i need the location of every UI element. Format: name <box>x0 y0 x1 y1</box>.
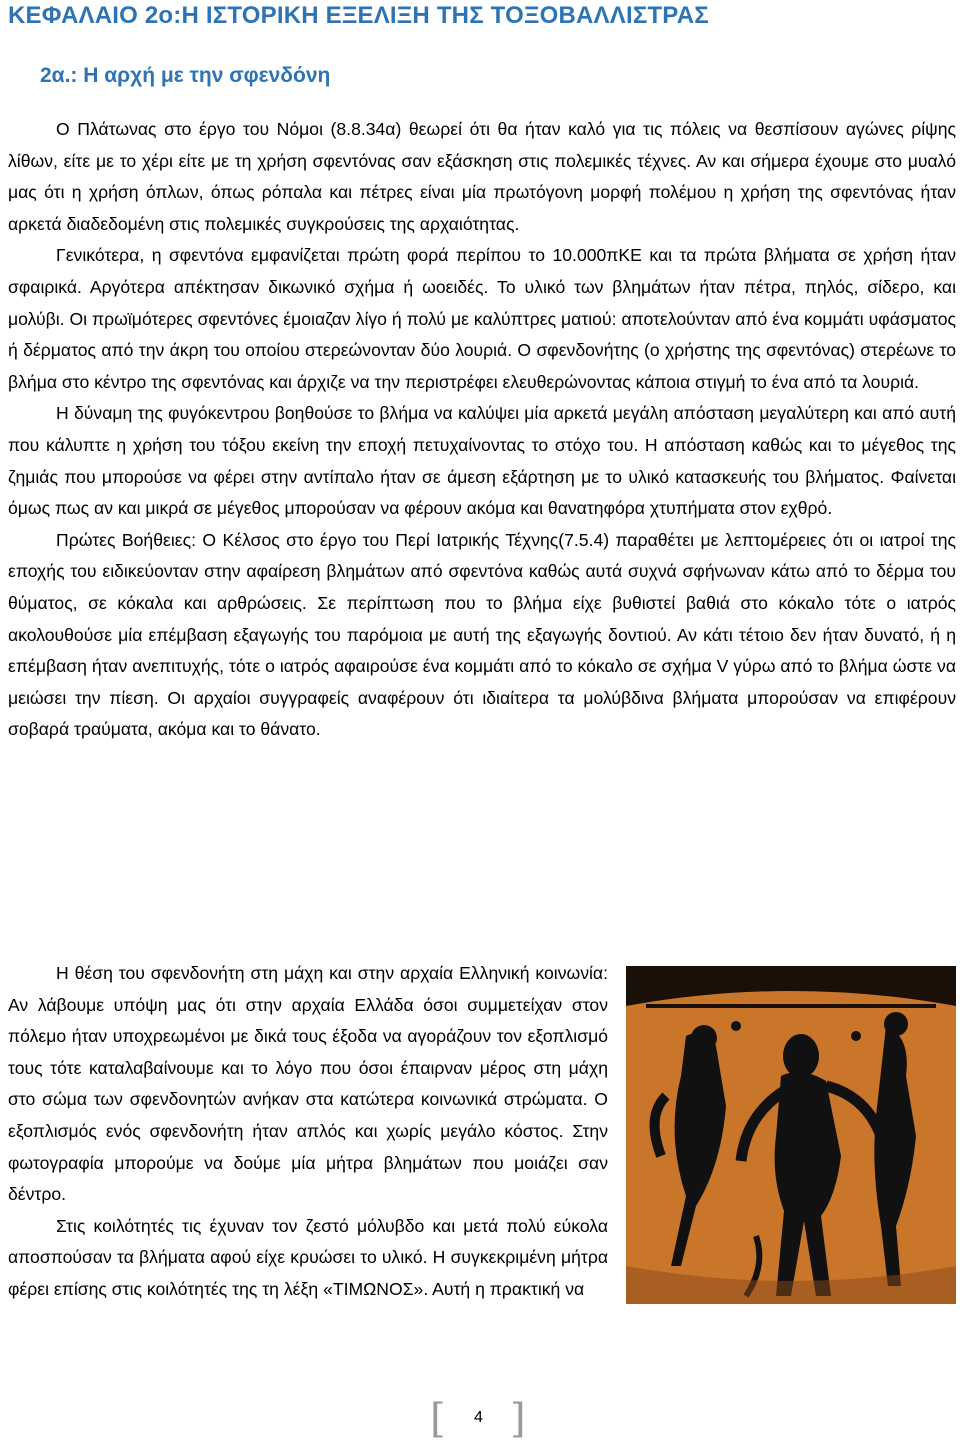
section-title: 2α.: Η αρχή με την σφενδόνη <box>40 64 331 87</box>
paragraph: Πρώτες Βοήθειες: Ο Κέλσος στο έργο του Περί Ιατρικής Τέχνης(7.5.4) παραθέτει με λεπτομέρειες ότι οι ιατροί της εποχής του ειδικεύονταν στην αφαίρεση βλημάτων από σφεντόνα καθώς αυτά συχνά σφήνωναν κάτω από το δέρμα του θύματος, σε κόκαλα και αρθρώσεις. Σε περίπτωση που το βλήμα είχε βυθιστεί βαθιά στο κόκαλο τότε ο ιατρός ακολουθούσε μία επέμβαση εξαγωγής του παρόμοια με αυτή της εξαγωγής δοντιού. Αν κάτι τέτοιο δεν ήταν δυνατό, ή η επέμβαση ήταν ανεπιτυχής, τότε ο ιατρός αφαιρούσε ένα κομμάτι από το κόκαλο σε σχήμα V γύρω από το βλήμα ώστε να μειώσει την πίεση. Οι αρχαίοι συγγραφείς αναφέρουν ότι ιδιαίτερα τα μολύβδινα βλήματα μπορούσαν να επιφέρουν σοβαρά τραύματα, ακόμα και το θάνατο. <box>8 529 956 740</box>
vase-painting-illustration <box>626 966 956 1304</box>
vase-image <box>626 966 956 1304</box>
chapter-title: ΚΕΦΑΛΑΙΟ 2ο:Η ΙΣΤΟΡΙΚΗ ΕΞΕΛΙΞΗ ΤΗΣ ΤΟΞΟΒΑΛΛΙΣΤΡΑΣ <box>8 2 709 29</box>
page-number: 4 <box>474 1409 483 1426</box>
paragraph: Γενικότερα, η σφεντόνα εμφανίζεται πρώτη φορά περίπου το 10.000πΚΕ και τα πρώτα βλήματα σε χρήση ήταν σφαιρικά. Αργότερα απέκτησαν δικωνικό σχήμα ή ωοειδές. Το υλικό των βλημάτων ήταν πέτρα, πηλός, σίδερο, και μολύβι. Οι πρωϊμότερες σφεντόνες έμοιαζαν λίγο ή πολύ με καλύπτρες ματιού: αποτελούνταν από ένα κομμάτι υφάσματος ή δέρματος από την άκρη του οποίου στερεώνονταν δύο λουριά. Ο σφενδονήτης (ο χρήστης της σφεντόνας) στερέωνε το βλήμα στο κέντρο της σφεντόνας και άρχιζε να την περιστρέφει ελευθερώνοντας κάποια στιγμή το ένα από τα λουριά. <box>8 245 956 392</box>
right-brace-decoration: ] <box>510 1396 526 1442</box>
left-brace-decoration: [ <box>430 1396 446 1442</box>
paragraph: Στις κοιλότητές τις έχυναν τον ζεστό μόλυβδο και μετά πολύ εύκολα αποσπούσαν τα βλήματα αφού είχε κρυώσει το υλικό. Η συγκεκριμένη μήτρα φέρει επίσης στις κοιλότητές της τη λέξη «ΤΙΜΩΝΟΣ». Αυτή η πρακτική να <box>8 1215 608 1299</box>
wrapped-text-with-figure <box>8 958 956 1310</box>
paragraph: Η θέση του σφενδονήτη στη μάχη και στην αρχαία Ελληνική κοινωνία: Αν λάβουμε υπόψη μας ότι στην αρχαία Ελλάδα όσοι συμμετείχαν στον πόλεμο ήταν υποχρεωμένοι με δικά τους έξοδα να αγοράζουν τον εξοπλισμό τους τότε καταλαβαίνουμε και το λόγο που όσοι έπαιρναν μέρος στη μάχη στο σώμα των σφενδονητών ανήκαν στα κατώτερα κοινωνικά στρώματα. Ο εξοπλισμός ενός σφενδονήτη ήταν απλός και χωρίς μεγάλο κόστος. Στην φωτογραφία μπορούμε να δούμε μία μήτρα βλημάτων που μοιάζει σαν δέντρο. <box>8 963 608 1205</box>
body-text <box>8 114 956 746</box>
paragraph: Η δύναμη της φυγόκεντρου βοηθούσε το βλήμα να καλύψει μία αρκετά μεγάλη απόσταση μεγαλύτερη και από αυτή που κάλυπτε η χρήση του τόξου εκείνη την εποχή πετυχαίνοντας το στόχο του. Η απόσταση καθώς και το μέγεθος της ζημιάς που μπορούσε να φέρει στην αντίπαλο ήταν σε άμεση εξάρτηση με το υλικό κατασκευής του βλήματος. Φαίνεται όμως πως αν και μικρά σε μέγεθος μπορούσαν να φέρουν ακόμα και θανατηφόρα χτυπήματα στον εχθρό. <box>8 403 956 519</box>
page-footer <box>0 1395 960 1442</box>
paragraph: Ο Πλάτωνας στο έργο του Νόμοι (8.8.34α) θεωρεί ότι θα ήταν καλό για τις πόλεις να θεσπίσουν αγώνες ρίψης λίθων, είτε με το χέρι είτε με τη χρήση σφεντόνας σαν εξάσκηση στις πολεμικές τέχνες. Αν και σήμερα έχουμε στο μυαλό μας ότι η χρήση όπλων, όπως ρόπαλα και πέτρες είναι μία πρωτόγονη μορφή πολέμου η χρήση της σφεντόνας ήταν αρκετά διαδεδομένη στις πολεμικές συγκρούσεις της αρχαιότητας. <box>8 119 956 234</box>
